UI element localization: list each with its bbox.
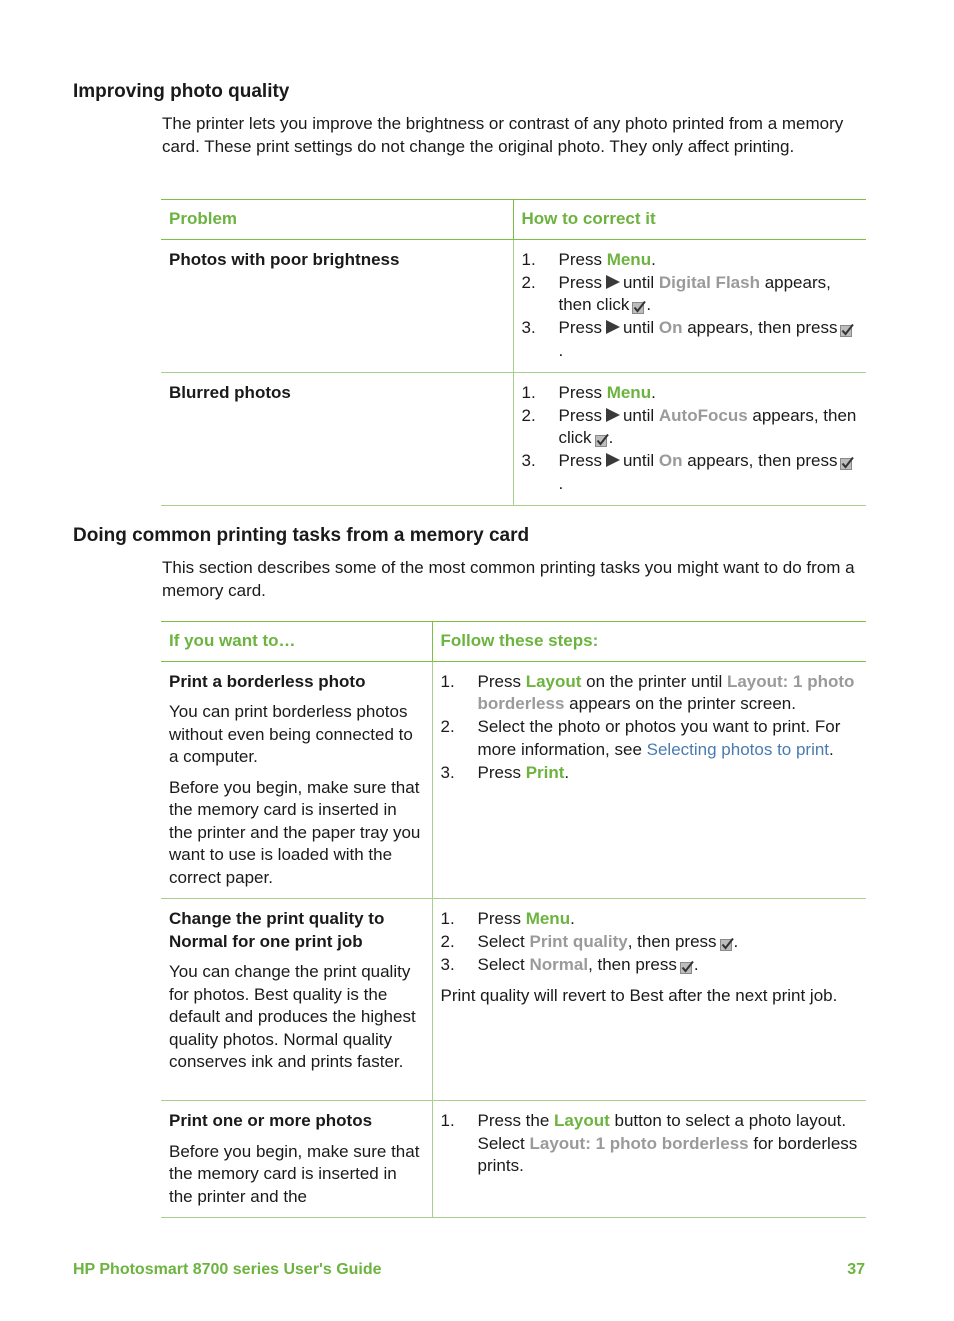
list-item: 1. Press the Layout button to select a photo layout. Select Layout: 1 photo borderless for borderless prints. [440, 1111, 858, 1175]
menu-button-label: Menu [606, 249, 652, 269]
task-title: Print one or more photos [169, 1111, 373, 1130]
steps-cell [432, 661, 866, 899]
menu-option-label: Digital Flash [658, 272, 760, 292]
column-header-follow-steps: Follow these steps: [432, 622, 866, 662]
column-header-if-you-want-to: If you want to… [161, 622, 432, 662]
table-row [161, 239, 866, 372]
page-number: 37 [847, 1261, 865, 1278]
problem-cell: Photos with poor brightness [161, 239, 513, 372]
ok-check-icon [595, 433, 609, 447]
menu-option-label: On [658, 318, 683, 337]
list-item: 3. Select Normal, then press . [440, 955, 699, 974]
list-item: 2. Press until AutoFocus appears, then click . [521, 405, 857, 447]
task-description: You can print borderless photos without even being connected to a computer. [169, 702, 413, 766]
list-item: 1. Press Menu. [521, 249, 656, 269]
printing-tasks-intro: This section describes some of the most common printing tasks you might want to do from a memory card. [162, 558, 855, 600]
steps-cell [432, 899, 866, 1101]
task-title: Print a borderless photo [169, 671, 366, 691]
print-button-label: Print [525, 762, 565, 782]
right-arrow-icon [606, 320, 620, 334]
table-row [161, 1101, 866, 1218]
steps-list [522, 382, 859, 496]
right-arrow-icon [606, 408, 620, 422]
ok-check-icon [720, 937, 734, 951]
steps-list [522, 249, 859, 363]
list-item: 3. Press until On appears, then press. [522, 450, 859, 495]
ok-check-icon [680, 960, 694, 974]
footer-guide-title: HP Photosmart 8700 series User's Guide [73, 1261, 382, 1278]
list-item: 2. Press until Digital Flash appears, then click . [521, 272, 831, 314]
menu-option-label: Layout: 1 photo borderless [477, 671, 855, 713]
menu-button-label: Menu [525, 909, 571, 928]
table-row [161, 899, 866, 1101]
printing-tasks-table [161, 621, 866, 1218]
task-title: Change the print quality to Normal for one print job [169, 909, 385, 951]
menu-option-label: On [658, 451, 683, 470]
ok-check-icon [632, 300, 646, 314]
section-heading-printing-tasks: Doing common printing tasks from a memory card [73, 525, 530, 546]
table-header-row [161, 200, 866, 240]
task-description: You can change the print quality for photos. Best quality is the default and produces the highest quality photos. Normal quality conserves ink and prints faster. [169, 962, 416, 1071]
menu-button-label: Menu [606, 382, 652, 402]
column-header-problem: Problem [161, 200, 513, 240]
steps-list [441, 671, 859, 785]
right-arrow-icon [606, 275, 620, 289]
steps-cell [513, 239, 866, 372]
menu-option-label: Print quality [529, 932, 628, 951]
layout-button-label: Layout [525, 671, 582, 691]
list-item: 1. Press Menu. [440, 909, 575, 928]
task-description: Before you begin, make sure that the memory card is inserted in the printer and the [169, 1141, 420, 1206]
menu-option-label: Normal [529, 955, 589, 974]
problem-cell: Blurred photos [161, 372, 513, 505]
photo-quality-intro: The printer lets you improve the brightness or contrast of any photo printed from a memory card. These print settings do not change the original photo. They only affect printing. [162, 114, 844, 156]
ok-check-icon [840, 456, 854, 470]
section-heading-photo-quality: Improving photo quality [73, 81, 290, 102]
steps-list [441, 1110, 859, 1178]
steps-list [441, 908, 859, 977]
list-item: 1. Press Menu. [521, 382, 656, 402]
menu-option-label: Layout: 1 photo borderless [529, 1133, 749, 1153]
steps-cell [513, 372, 866, 505]
table-header-row [161, 622, 866, 662]
task-cell [161, 1101, 432, 1218]
list-item: 1. Press Layout on the printer until Layout: 1 photo borderless appears on the printer screen. [440, 671, 855, 713]
list-item: 2. Select Print quality, then press . [440, 932, 739, 951]
table-row [161, 372, 866, 505]
menu-option-label: AutoFocus [658, 405, 748, 425]
list-item: 3. Press Print. [440, 762, 570, 782]
task-cell [161, 899, 432, 1101]
table-row [161, 661, 866, 899]
photo-quality-table [161, 199, 866, 506]
list-item: 2. Select the photo or photos you want to print. For more information, see Selecting photos to print. [440, 717, 841, 759]
task-description: Before you begin, make sure that the memory card is inserted in the printer and the paper tray you want to use is loaded with the correct paper. [169, 777, 421, 887]
list-item: 3. Press until On appears, then press. [522, 317, 859, 362]
task-cell [161, 661, 432, 899]
print-quality-note: Print quality will revert to Best after the next print job. [440, 985, 838, 1005]
column-header-how-to-correct: How to correct it [513, 200, 866, 240]
layout-button-label: Layout [554, 1111, 610, 1130]
ok-check-icon [840, 323, 854, 337]
selecting-photos-link[interactable]: Selecting photos to print [646, 739, 830, 759]
steps-cell [432, 1101, 866, 1218]
right-arrow-icon [606, 453, 620, 467]
